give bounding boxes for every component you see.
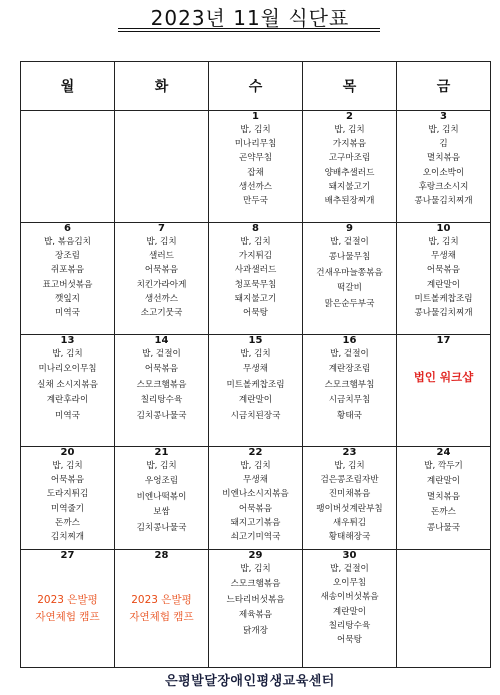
menu-item: 미나리무침 bbox=[234, 139, 277, 150]
day-cell bbox=[303, 550, 397, 668]
menu-item: 콩나물무침 bbox=[328, 252, 371, 263]
menu-item: 무생채 bbox=[243, 364, 268, 375]
menu-item: 돈까스 bbox=[55, 517, 80, 528]
menu-item: 밥, 김치 bbox=[428, 125, 459, 135]
menu-item: 밥, 김치 bbox=[146, 237, 177, 247]
menu-item: 미역국 bbox=[55, 308, 80, 319]
menu-item: 돈까스 bbox=[431, 507, 456, 518]
menu-item: 어묵볶음 bbox=[144, 364, 179, 375]
menu-item: 밥, 김치 bbox=[240, 564, 271, 574]
weekday-header-fri: 금 bbox=[397, 62, 491, 111]
menu-item: 실채 소시지볶음 bbox=[37, 379, 98, 390]
menu-item: 미트볼케찹조림 bbox=[226, 379, 285, 390]
menu-item: 계란후라이 bbox=[46, 395, 89, 406]
week-row bbox=[21, 447, 491, 550]
menu-item: 고구마조림 bbox=[328, 153, 371, 164]
menu-item: 미나리오이무침 bbox=[38, 364, 97, 375]
menu-item: 밥, 깍두기 bbox=[424, 461, 463, 471]
menu-item: 밥, 김치 bbox=[240, 349, 271, 359]
day-number: 9 bbox=[346, 223, 353, 234]
menu-item: 계란말이 bbox=[332, 606, 367, 617]
menu-item: 밥, 김치 bbox=[146, 461, 177, 471]
day-cell bbox=[115, 447, 209, 550]
menu-item: 진미채볶음 bbox=[328, 489, 371, 500]
menu-item: 계란말이 bbox=[426, 279, 461, 290]
menu-item: 밥, 겉절이 bbox=[330, 349, 369, 359]
day-number: 28 bbox=[154, 550, 169, 561]
day-cell bbox=[397, 335, 491, 447]
menu-item: 밥, 김치 bbox=[334, 461, 365, 471]
menu-item: 샐러드 bbox=[149, 251, 174, 262]
menu-item: 밥, 김치 bbox=[240, 461, 271, 471]
menu-item: 청포묵무침 bbox=[234, 279, 277, 290]
day-cell bbox=[21, 550, 115, 668]
weekday-header-thu: 목 bbox=[303, 62, 397, 111]
day-number: 8 bbox=[252, 223, 259, 234]
page-title: 2023년 11월 식단표 bbox=[150, 6, 350, 30]
menu-item: 장조림 bbox=[55, 251, 80, 262]
menu-item: 보쌈 bbox=[153, 507, 170, 518]
day-number: 27 bbox=[60, 550, 75, 561]
day-number: 21 bbox=[154, 447, 169, 458]
menu-item: 밥, 김치 bbox=[334, 125, 365, 135]
menu-item: 어묵탕 bbox=[337, 635, 362, 646]
menu-item: 소고기뭇국 bbox=[140, 308, 183, 319]
day-number: 22 bbox=[248, 447, 263, 458]
day-cell bbox=[115, 550, 209, 668]
menu-item: 돼지불고기 bbox=[328, 181, 371, 192]
menu-item: 미트볼케찹조림 bbox=[414, 293, 473, 304]
menu-item: 멸치볶음 bbox=[426, 491, 461, 502]
menu-item: 황태국 bbox=[337, 410, 362, 421]
menu-item: 쥐포볶음 bbox=[50, 265, 85, 276]
menu-item: 어묵볶음 bbox=[50, 475, 85, 486]
menu-item: 오이무침 bbox=[332, 578, 367, 589]
menu-item: 어묵볶음 bbox=[238, 503, 273, 514]
menu-item: 밥, 김치 bbox=[52, 461, 83, 471]
weekday-header-tue: 화 bbox=[115, 62, 209, 111]
menu-item: 미역국 bbox=[55, 410, 80, 421]
day-cell bbox=[115, 111, 209, 223]
week-row bbox=[21, 111, 491, 223]
menu-item: 콩나물김치찌개 bbox=[414, 196, 473, 207]
day-number: 3 bbox=[440, 111, 447, 122]
menu-item: 표고버섯볶음 bbox=[42, 279, 93, 290]
menu-item: 잡채 bbox=[247, 167, 264, 178]
menu-item: 생선까스 bbox=[144, 293, 179, 304]
day-cell bbox=[21, 335, 115, 447]
menu-item: 어묵볶음 bbox=[144, 265, 179, 276]
menu-item: 오이소박이 bbox=[422, 167, 465, 178]
menu-item: 김치콩나물국 bbox=[136, 410, 187, 421]
organization-name: 은평발달장애인평생교육센터 bbox=[165, 674, 335, 689]
day-number: 6 bbox=[64, 223, 71, 234]
day-number: 7 bbox=[158, 223, 165, 234]
menu-item: 계란말이 bbox=[238, 395, 273, 406]
event-label: 2023 은발평 자연체험 캠프 bbox=[35, 594, 100, 623]
day-number: 16 bbox=[342, 335, 357, 346]
menu-item: 도라지튀김 bbox=[46, 489, 89, 500]
day-cell bbox=[397, 550, 491, 668]
menu-item: 검은콩조림자반 bbox=[320, 475, 379, 486]
weekday-header-row bbox=[21, 62, 491, 111]
day-cell bbox=[209, 550, 303, 668]
day-number: 29 bbox=[248, 550, 263, 561]
menu-item: 배추된장찌개 bbox=[324, 196, 375, 207]
title-underline-second bbox=[118, 31, 380, 32]
day-number: 15 bbox=[248, 335, 263, 346]
day-cell bbox=[303, 335, 397, 447]
week-row bbox=[21, 550, 491, 668]
menu-item: 후랑크소시지 bbox=[418, 181, 469, 192]
menu-item: 계란장조림 bbox=[328, 364, 371, 375]
menu-item: 계란말이 bbox=[426, 476, 461, 487]
menu-item: 시금치된장국 bbox=[230, 410, 281, 421]
calendar-body bbox=[21, 111, 491, 668]
day-number: 10 bbox=[436, 223, 451, 234]
menu-item: 밥, 볶음김치 bbox=[44, 237, 91, 247]
menu-item: 느타리버섯볶음 bbox=[226, 594, 285, 605]
day-number: 1 bbox=[252, 111, 259, 122]
event-label: 법인 워크샵 bbox=[413, 370, 474, 384]
menu-item: 쇠고기미역국 bbox=[230, 532, 281, 543]
menu-item: 어묵탕 bbox=[243, 308, 268, 319]
menu-item: 양배추샐러드 bbox=[324, 167, 375, 178]
menu-item: 가지볶음 bbox=[332, 139, 367, 150]
menu-item: 스모크햄볶음 bbox=[230, 579, 281, 590]
menu-item: 밥, 겉절이 bbox=[330, 564, 369, 574]
menu-item: 떡갈비 bbox=[337, 283, 362, 294]
menu-item: 비엔나떡볶이 bbox=[136, 491, 187, 502]
day-number: 23 bbox=[342, 447, 357, 458]
event-label: 2023 은발평 자연체험 캠프 bbox=[129, 594, 194, 623]
day-number: 30 bbox=[342, 550, 357, 561]
day-cell bbox=[21, 447, 115, 550]
day-cell bbox=[21, 111, 115, 223]
menu-item: 가지튀김 bbox=[238, 251, 273, 262]
day-cell bbox=[209, 447, 303, 550]
day-cell bbox=[115, 335, 209, 447]
day-cell bbox=[21, 223, 115, 335]
menu-item: 비엔나소시지볶음 bbox=[222, 489, 289, 500]
menu-item: 새우튀김 bbox=[332, 517, 367, 528]
menu-item: 김치찌개 bbox=[50, 532, 85, 543]
menu-item: 사과샐러드 bbox=[234, 265, 277, 276]
menu-item: 생선까스 bbox=[238, 181, 273, 192]
menu-item: 미역줄기 bbox=[50, 503, 85, 514]
menu-item: 어묵볶음 bbox=[426, 265, 461, 276]
menu-item: 밥, 김치 bbox=[428, 237, 459, 247]
day-cell bbox=[397, 111, 491, 223]
menu-item: 곤약무침 bbox=[238, 153, 273, 164]
menu-item: 스모크햄볶음 bbox=[136, 379, 187, 390]
week-row bbox=[21, 335, 491, 447]
menu-item: 칠리탕수육 bbox=[328, 620, 371, 631]
day-cell bbox=[209, 111, 303, 223]
weekday-header-mon: 월 bbox=[21, 62, 115, 111]
day-cell bbox=[115, 223, 209, 335]
menu-item: 맑은순두부국 bbox=[324, 298, 375, 309]
menu-item: 무생채 bbox=[431, 251, 456, 262]
menu-item: 건새우마늘쫑볶음 bbox=[316, 267, 383, 278]
day-number: 24 bbox=[436, 447, 451, 458]
menu-item: 황태해장국 bbox=[328, 532, 371, 543]
menu-item: 밥, 김치 bbox=[240, 125, 271, 135]
menu-item: 닭개장 bbox=[243, 625, 268, 636]
menu-item: 칠리탕수육 bbox=[140, 395, 183, 406]
menu-item: 김치콩나물국 bbox=[136, 522, 187, 533]
menu-item: 시금치무침 bbox=[328, 395, 371, 406]
day-number: 14 bbox=[154, 335, 169, 346]
menu-calendar-table bbox=[20, 61, 491, 668]
title-underline bbox=[118, 28, 380, 29]
menu-item: 새송이버섯볶음 bbox=[320, 592, 379, 603]
menu-item: 콩나물김치찌개 bbox=[414, 308, 473, 319]
week-row bbox=[21, 223, 491, 335]
weekday-header-wed: 수 bbox=[209, 62, 303, 111]
menu-item: 무생채 bbox=[243, 475, 268, 486]
menu-item: 제육볶음 bbox=[238, 610, 273, 621]
menu-item: 멸치볶음 bbox=[426, 153, 461, 164]
menu-item: 밥, 겉절이 bbox=[142, 349, 181, 359]
menu-item: 밥, 김치 bbox=[240, 237, 271, 247]
day-cell bbox=[209, 335, 303, 447]
menu-item: 콩나물국 bbox=[426, 522, 461, 533]
menu-item: 만두국 bbox=[243, 196, 268, 207]
menu-item: 밥, 겉절이 bbox=[330, 237, 369, 247]
menu-item: 돼지고기볶음 bbox=[230, 517, 281, 528]
day-number: 17 bbox=[436, 335, 451, 346]
menu-item: 깻잎지 bbox=[55, 293, 80, 304]
menu-item: 돼지불고기 bbox=[234, 293, 277, 304]
day-cell bbox=[209, 223, 303, 335]
menu-item: 밥, 김치 bbox=[52, 349, 83, 359]
menu-item: 우엉조림 bbox=[144, 476, 179, 487]
menu-item: 치킨가라아게 bbox=[136, 279, 187, 290]
day-number: 2 bbox=[346, 111, 353, 122]
day-cell bbox=[397, 223, 491, 335]
day-number: 13 bbox=[60, 335, 75, 346]
day-cell bbox=[397, 447, 491, 550]
day-cell bbox=[303, 223, 397, 335]
menu-item: 팽이버섯계란부침 bbox=[316, 503, 383, 514]
day-cell bbox=[303, 111, 397, 223]
day-number: 20 bbox=[60, 447, 75, 458]
menu-item: 김 bbox=[439, 139, 448, 150]
day-cell bbox=[303, 447, 397, 550]
menu-item: 스모크햄부침 bbox=[324, 379, 375, 390]
